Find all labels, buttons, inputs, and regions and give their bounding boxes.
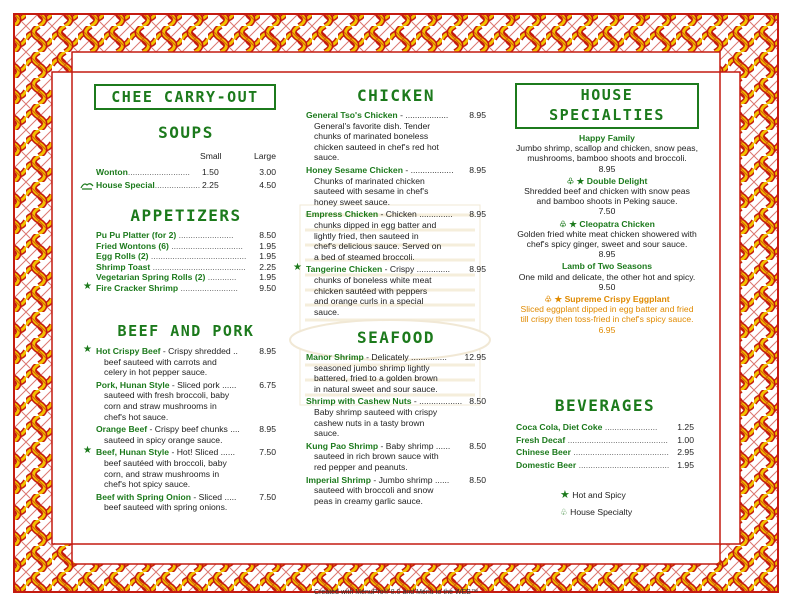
soup-dots: ...................: [154, 179, 201, 190]
appetizer-dots: ............: [207, 272, 237, 283]
dish-desc: chef's hot sauce.: [104, 411, 169, 422]
dish-desc: sauce.: [314, 306, 340, 317]
specialty-item: [516, 261, 698, 292]
dish-desc: sauteed in rich brown sauce with: [314, 451, 439, 462]
dish-desc: sauce.: [314, 152, 340, 163]
appetizer-name: Fried Wontons (6): [96, 240, 169, 251]
soup-name: House Special: [96, 179, 155, 190]
appetizer-dots: ........................: [180, 282, 238, 293]
appetizers-title: APPETIZERS: [130, 206, 242, 225]
beverages-section: [516, 396, 694, 470]
hot-spicy-star-icon: ★: [576, 175, 585, 186]
dish-price: 8.50: [469, 396, 486, 407]
beef-pork-item: [96, 424, 276, 445]
appetizer-name: Shrimp Toast: [96, 261, 151, 272]
dish-name: Pork, Hunan Style: [96, 379, 170, 390]
dish-desc: - Jumbo shrimp ......: [370, 474, 450, 485]
house-specialty-icon: ♧: [566, 175, 575, 186]
beef-pork-section: [83, 321, 276, 513]
appetizer-price: 1.95: [259, 251, 276, 262]
beverage-row: [516, 435, 694, 446]
appetizer-name: Fire Cracker Shrimp: [96, 282, 179, 293]
soup-name: Wonton: [96, 167, 128, 177]
dish-price: 8.50: [469, 474, 486, 485]
dish-desc: Shredded beef and chicken with snow peas and bamboo shoots in Peking sauce.: [524, 186, 690, 207]
beverage-dots: ........................................: [573, 447, 669, 458]
dish-desc: sauteed in spicy orange sauce.: [104, 434, 223, 445]
legend-hot-label: Hot and Spicy: [572, 490, 626, 500]
soups-col-large: Large: [254, 151, 276, 161]
dish-desc: Sliced eggplant dipped in egg batter and fried till crispy then toss-fried in chef's spicy sauce.: [520, 304, 694, 325]
specialty-item: [516, 219, 698, 260]
dish-desc: chunks of boneless white meat: [314, 274, 432, 285]
dish-desc: - ..................: [402, 164, 454, 175]
dish-desc: a bed of steamed broccoli.: [314, 251, 415, 262]
soup-large-price: 4.50: [259, 179, 276, 190]
soup-row: [96, 180, 276, 191]
dish-desc: seasoned jumbo shrimp lightly: [314, 362, 430, 373]
soups-section: [96, 122, 276, 190]
dish-name: Orange Beef: [96, 424, 148, 435]
hot-spicy-star-icon: ★: [569, 218, 577, 229]
appetizer-price: 8.50: [259, 230, 276, 240]
dish-desc: beef sauteed with spring onions.: [104, 502, 228, 513]
dish-price: 9.50: [598, 281, 616, 292]
beverage-dots: ......................................: [578, 459, 670, 470]
dish-desc: - Crispy shredded ..: [160, 346, 238, 356]
soup-dots: ..........................: [127, 167, 190, 177]
hot-spicy-star-icon: ★: [554, 294, 563, 305]
dish-desc: - Crispy ..............: [382, 264, 451, 275]
appetizer-row: [96, 241, 276, 252]
soup-large-price: 3.00: [259, 167, 276, 177]
seafood-item: [306, 396, 486, 438]
dish-name: Shrimp with Cashew Nuts: [306, 396, 412, 407]
dish-name: Tangerine Chicken: [306, 264, 383, 275]
appetizer-price: 1.95: [259, 240, 276, 251]
hot-spicy-star-icon: ★: [83, 344, 92, 355]
dish-desc: - Sliced .....: [191, 491, 237, 502]
beverage-dots: ..........................................: [567, 434, 668, 445]
beef-pork-title: BEEF AND PORK: [117, 322, 255, 340]
appetizer-name: Egg Rolls (2): [96, 251, 149, 262]
appetizer-price: 9.50: [259, 282, 276, 293]
dish-desc: peas in creamy garlic sauce.: [314, 495, 423, 506]
seafood-item: [306, 441, 486, 473]
house-specialty-icon: ♧: [559, 218, 567, 229]
chicken-section: [293, 86, 486, 317]
house-specialties-section: [516, 133, 698, 335]
dish-name: Supreme Crispy Eggplant: [564, 294, 670, 305]
dish-desc: chicken sauteed in chef's red hot: [314, 141, 439, 152]
beverage-dots: ......................: [604, 422, 658, 432]
house-specialty-icon: [80, 181, 94, 190]
dish-name: Double Delight: [586, 175, 648, 186]
dish-desc: - Hot! Sliced ......: [169, 447, 235, 458]
dish-name: General Tso's Chicken: [306, 110, 398, 120]
dish-price: 8.95: [598, 163, 616, 174]
dish-desc: battered, fried to a golden brown: [314, 373, 438, 384]
seafood-item: [306, 475, 486, 507]
dish-desc: - ..................: [411, 396, 463, 407]
dish-desc: red pepper and peanuts.: [314, 461, 408, 472]
dish-desc: and orange curls in a special: [314, 296, 424, 307]
hot-spicy-star-icon: ★: [293, 262, 302, 274]
dish-desc: honey sweet sauce.: [314, 196, 390, 207]
dish-price: 7.50: [598, 206, 616, 217]
dish-name: Beef, Hunan Style: [96, 447, 170, 458]
soup-row: [96, 167, 276, 178]
chicken-item: [306, 110, 486, 163]
restaurant-name: CHEE CARRY-OUT: [111, 88, 259, 106]
beef-pork-item: [96, 492, 276, 513]
dish-price: 6.75: [259, 379, 276, 390]
dish-price: 7.50: [259, 447, 276, 458]
dish-name: Beef with Spring Onion: [96, 491, 192, 502]
dish-name: Kung Pao Shrimp: [306, 440, 379, 451]
soup-small-price: 1.50: [202, 167, 219, 177]
chicken-item: [306, 209, 486, 262]
legend: [560, 488, 690, 519]
appetizer-row: [96, 230, 276, 241]
house-specialties-title-1: HOUSE: [580, 86, 634, 104]
appetizers-section: [83, 205, 276, 294]
dish-name: Manor Shrimp: [306, 352, 364, 362]
soup-small-price: 2.25: [202, 179, 219, 190]
chicken-item: [306, 165, 486, 207]
dish-price: 8.95: [469, 164, 486, 175]
specialty-item: [516, 133, 698, 174]
specialty-item: [516, 294, 698, 335]
footer-credit: Created with MenuPro® 8.0 and Menu to the WEB™: [314, 589, 478, 596]
dish-desc: General's favorite dish. Tender: [314, 120, 431, 131]
appetizer-name: Vegetarian Spring Rolls (2): [96, 272, 206, 283]
dish-name: Hot Crispy Beef: [96, 346, 161, 356]
beef-pork-item: [83, 344, 276, 378]
dish-desc: - Chicken ..............: [378, 209, 453, 220]
dish-desc: cashew nuts in a tasty brown: [314, 417, 425, 428]
dish-name: Lamb of Two Seasons: [561, 261, 653, 272]
beverage-name: Fresh Decaf: [516, 434, 566, 445]
dish-price: 8.50: [469, 440, 486, 451]
dish-desc: beef sautéed with broccoli, baby: [104, 457, 227, 468]
dish-price: 12.95: [464, 352, 486, 362]
dish-desc: sauteed with fresh broccoli, baby: [104, 390, 230, 401]
dish-price: 8.95: [469, 264, 486, 275]
hot-spicy-star-icon: ★: [83, 445, 92, 457]
dish-desc: chicken sautéed with peppers: [314, 285, 428, 296]
hot-spicy-star-icon: ★: [83, 280, 92, 292]
restaurant-name-box: [94, 84, 276, 110]
dish-desc: in natural sweet and sour sauce.: [314, 383, 438, 394]
beverage-row: [516, 422, 694, 433]
dish-name: Happy Family: [579, 133, 635, 143]
dish-desc: Golden fried white meat chicken showered with chef's spicy ginger, sweet and sour sauce.: [517, 228, 697, 250]
dish-price: 8.95: [469, 110, 486, 120]
soups-title: SOUPS: [158, 123, 214, 142]
house-specialties-box: [515, 83, 699, 129]
beef-pork-item: [83, 445, 276, 490]
dish-desc: - Delicately ...............: [363, 352, 447, 362]
legend-house-label: House Specialty: [570, 507, 633, 517]
appetizer-dots: .......................: [178, 230, 234, 240]
beverage-price: 1.25: [677, 422, 694, 432]
appetizer-row: [96, 262, 276, 273]
beverage-name: Chinese Beer: [516, 447, 571, 458]
beverage-name: Domestic Beer: [516, 459, 577, 470]
dish-desc: chef's hot spicy sauce.: [104, 479, 191, 490]
dish-desc: - Crispy beef chunks ....: [147, 424, 240, 435]
dish-name: Imperial Shrimp: [306, 474, 371, 485]
dish-desc: - Sliced pork ......: [169, 379, 237, 390]
dish-price: 6.95: [598, 324, 616, 335]
dish-name: Honey Sesame Chicken: [306, 164, 403, 175]
appetizer-row: [96, 251, 276, 262]
dish-price: 7.50: [259, 491, 276, 502]
dish-desc: chef's delicious sauce. Served on: [314, 241, 442, 252]
dish-desc: chunks dipped in egg batter and: [314, 219, 437, 230]
beverage-price: 2.95: [677, 447, 694, 458]
chicken-item: [293, 262, 486, 317]
seafood-title: SEAFOOD: [357, 328, 435, 347]
dish-desc: - ..................: [397, 110, 449, 120]
appetizer-row: [96, 272, 276, 283]
dish-desc: sauteed with sesame in chef's: [314, 186, 429, 197]
beverages-title: BEVERAGES: [554, 396, 656, 415]
dish-desc: chunks of marinated boneless: [314, 131, 429, 142]
beverage-row: [516, 447, 694, 458]
beverage-price: 1.95: [677, 459, 694, 470]
dish-price: 8.95: [469, 209, 486, 220]
appetizer-name: Pu Pu Platter (for 2): [96, 230, 177, 240]
beverage-name: Coca Cola, Diet Coke: [516, 422, 603, 432]
appetizer-dots: ..............................: [171, 240, 243, 251]
dish-desc: sauce.: [314, 428, 340, 439]
dish-desc: beef sauteed with carrots and: [104, 356, 217, 367]
dish-desc: lightly fried, then sauteed in: [314, 230, 419, 241]
beverage-row: [516, 460, 694, 471]
appetizer-price: 2.25: [259, 261, 276, 272]
dish-desc: - Baby shrimp ......: [378, 440, 451, 451]
beverage-price: 1.00: [677, 434, 694, 445]
appetizer-dots: ........................................: [150, 251, 247, 262]
chicken-title: CHICKEN: [357, 86, 435, 105]
dish-name: Cleopatra Chicken: [579, 218, 655, 229]
dish-desc: One mild and delicate, the other hot and spicy.: [518, 271, 696, 282]
dish-desc: Baby shrimp sauteed with crispy: [314, 406, 438, 417]
seafood-section: [306, 327, 486, 506]
dish-desc: corn, and straw mushrooms in: [104, 468, 220, 479]
dish-desc: corn and straw mushrooms in: [104, 400, 217, 411]
dish-price: 8.95: [259, 346, 276, 356]
dish-desc: Chunks of marinated chicken: [314, 175, 425, 186]
appetizer-row: [83, 280, 276, 294]
dish-price: 8.95: [598, 249, 616, 260]
dish-desc: sauteed with broccoli and snow: [314, 485, 434, 496]
dish-name: Empress Chicken: [306, 209, 379, 220]
appetizer-dots: .......................................: [152, 261, 246, 272]
hot-spicy-star-icon: ★: [560, 489, 570, 501]
dish-price: 8.95: [259, 424, 276, 435]
soups-col-small: Small: [200, 151, 222, 161]
specialty-item: [516, 176, 698, 217]
dish-desc: celery in hot pepper sauce.: [104, 367, 208, 378]
dish-desc: Jumbo shrimp, scallop and chicken, snow peas, mushrooms, bamboo shoots and broccoli.: [516, 143, 698, 164]
beef-pork-item: [96, 380, 276, 422]
house-specialty-icon: ♧: [544, 294, 553, 305]
seafood-item: [306, 352, 486, 394]
appetizer-price: 1.95: [259, 272, 276, 283]
house-specialties-title-2: SPECIALTIES: [549, 106, 665, 124]
house-specialty-icon: ♧: [560, 507, 568, 517]
